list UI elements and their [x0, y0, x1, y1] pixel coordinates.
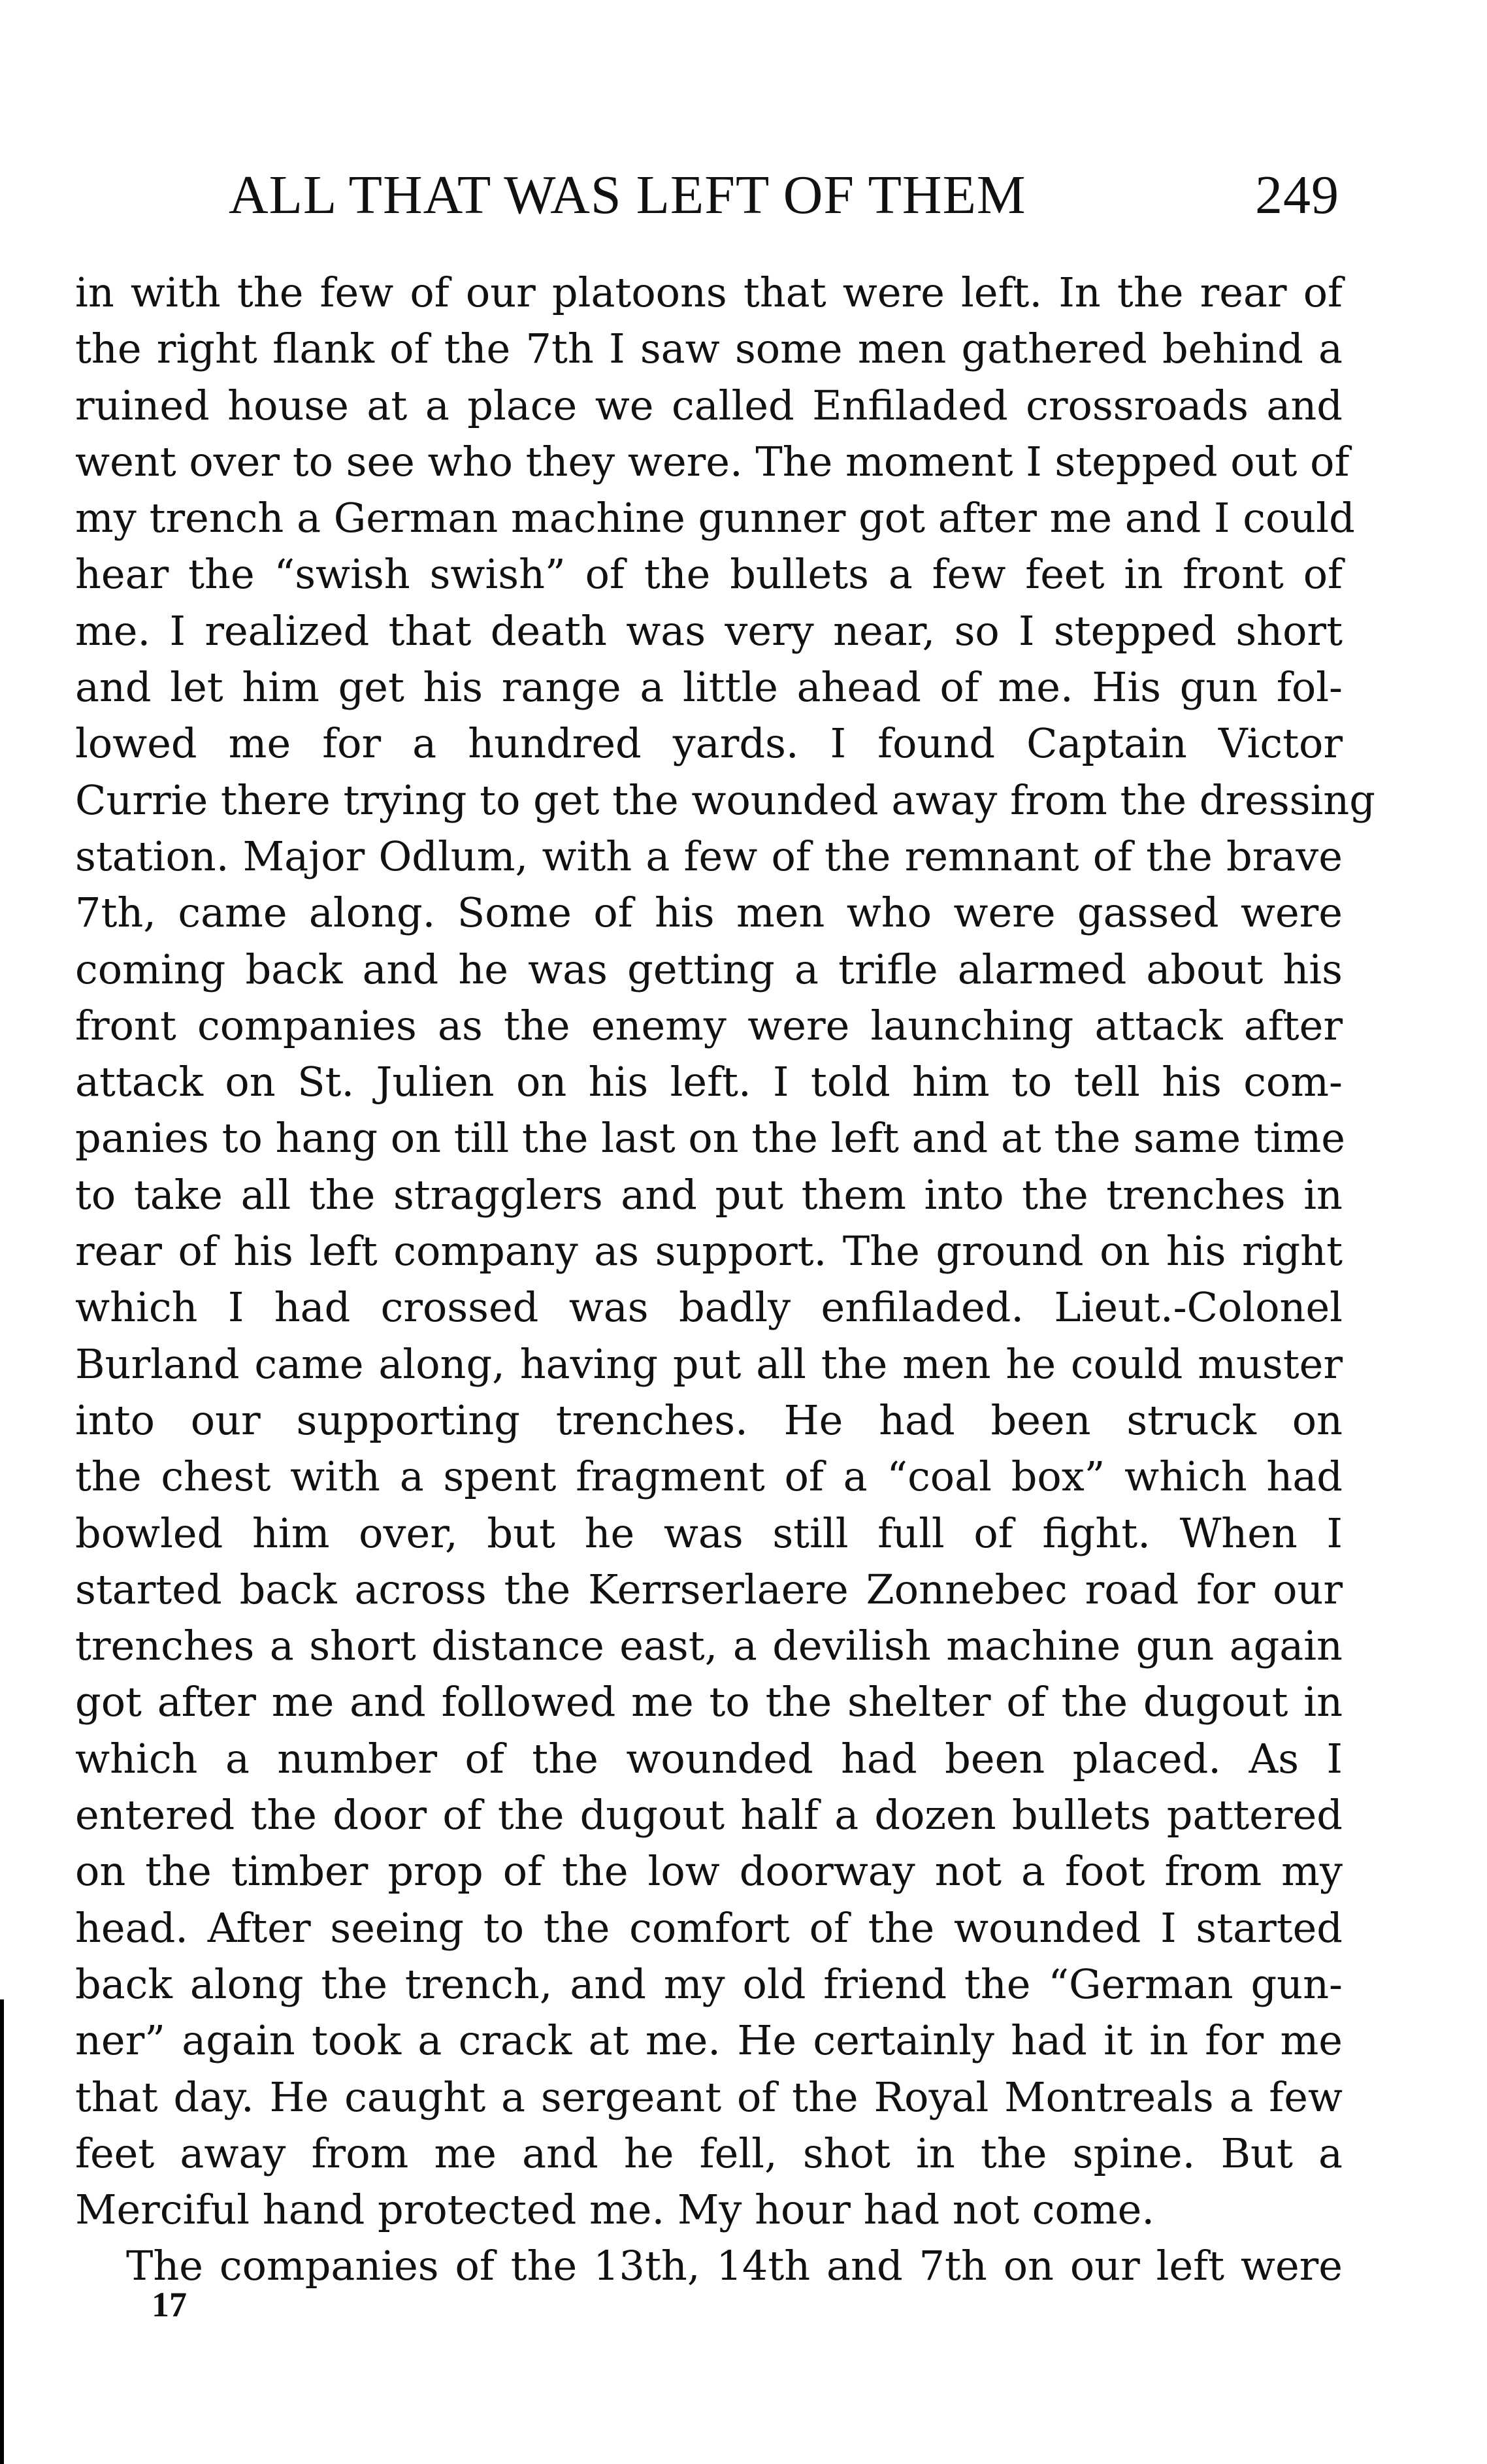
text-line: ner” again took a crack at me. He certainly had it in for me: [75, 2016, 1343, 2065]
text-line: the right flank of the 7th I saw some men gathered behind a: [75, 325, 1343, 373]
text-line: lowed me for a hundred yards. I found Captain Victor: [75, 719, 1343, 768]
text-line: station. Major Odlum, with a few of the remnant of the brave: [75, 832, 1343, 880]
text-line: my trench a German machine gunner got after me and I could: [75, 494, 1355, 542]
text-line: Burland came along, having put all the men he could muster: [75, 1339, 1343, 1388]
text-line: trenches a short distance east, a devilish machine gun again: [75, 1622, 1343, 1670]
text-line: which I had crossed was badly enfiladed. Lieut.-Colonel: [75, 1283, 1343, 1332]
running-head: [229, 163, 1339, 229]
text-line: the chest with a spent fragment of a “coal box” which had: [75, 1453, 1343, 1501]
text-line: that day. He caught a sergeant of the Royal Montreals a few: [75, 2073, 1343, 2121]
text-line: me. I realized that death was very near, so I stepped short: [75, 606, 1343, 655]
text-line: rear of his left company as support. The ground on his right: [75, 1227, 1343, 1275]
text-line: to take all the stragglers and put them into the trenches in: [75, 1170, 1343, 1219]
text-line: into our supporting trenches. He had been struck on: [75, 1396, 1343, 1444]
text-line: feet away from me and he fell, shot in the spine. But a: [75, 2129, 1343, 2177]
text-line: coming back and he was getting a trifle alarmed about his: [75, 945, 1343, 993]
text-line: entered the door of the dugout half a dozen bullets pattered: [75, 1791, 1343, 1839]
text-line: on the timber prop of the low doorway not a foot from my: [75, 1847, 1343, 1896]
text-line: ruined house at a place we called Enfiladed crossroads and: [75, 381, 1343, 429]
text-line: started back across the Kerrserlaere Zonnebec road for our: [75, 1565, 1343, 1613]
text-line: attack on St. Julien on his left. I told him to tell his com-: [75, 1058, 1343, 1106]
text-line: went over to see who they were. The moment I stepped out of: [75, 437, 1350, 485]
signature-mark: 17: [152, 2285, 187, 2324]
page-edge-shadow: [0, 1999, 4, 2464]
running-title: ALL THAT WAS LEFT OF THEM: [229, 165, 1026, 225]
text-line: bowled him over, but he was still full of fight. When I: [75, 1509, 1343, 1557]
text-line: Currie there trying to get the wounded away from the dressing: [75, 776, 1375, 824]
body-text: [75, 265, 1375, 2295]
text-line: head. After seeing to the comfort of the wounded I started: [75, 1903, 1343, 1952]
text-line: in with the few of our platoons that were left. In the rear of: [75, 269, 1343, 316]
text-line: 7th, came along. Some of his men who were gassed were: [75, 889, 1343, 937]
page-number: 249: [1255, 165, 1339, 225]
text-line: hear the “swish swish” of the bullets a few feet in front of: [75, 550, 1343, 599]
text-line: which a number of the wounded had been placed. As I: [75, 1734, 1343, 1782]
text-line: and let him get his range a little ahead of me. His gun fol-: [75, 663, 1343, 712]
text-line: panies to hang on till the last on the left and at the same time: [75, 1114, 1345, 1162]
text-line: back along the trench, and my old friend the “German gun-: [75, 1960, 1343, 2008]
text-line: front companies as the enemy were launching attack after: [75, 1001, 1343, 1049]
text-line: The companies of the 13th, 14th and 7th on our left were: [126, 2242, 1343, 2290]
text-line: got after me and followed me to the shelter of the dugout in: [75, 1678, 1343, 1726]
text-line: Merciful hand protected me. My hour had not come.: [75, 2186, 1155, 2234]
